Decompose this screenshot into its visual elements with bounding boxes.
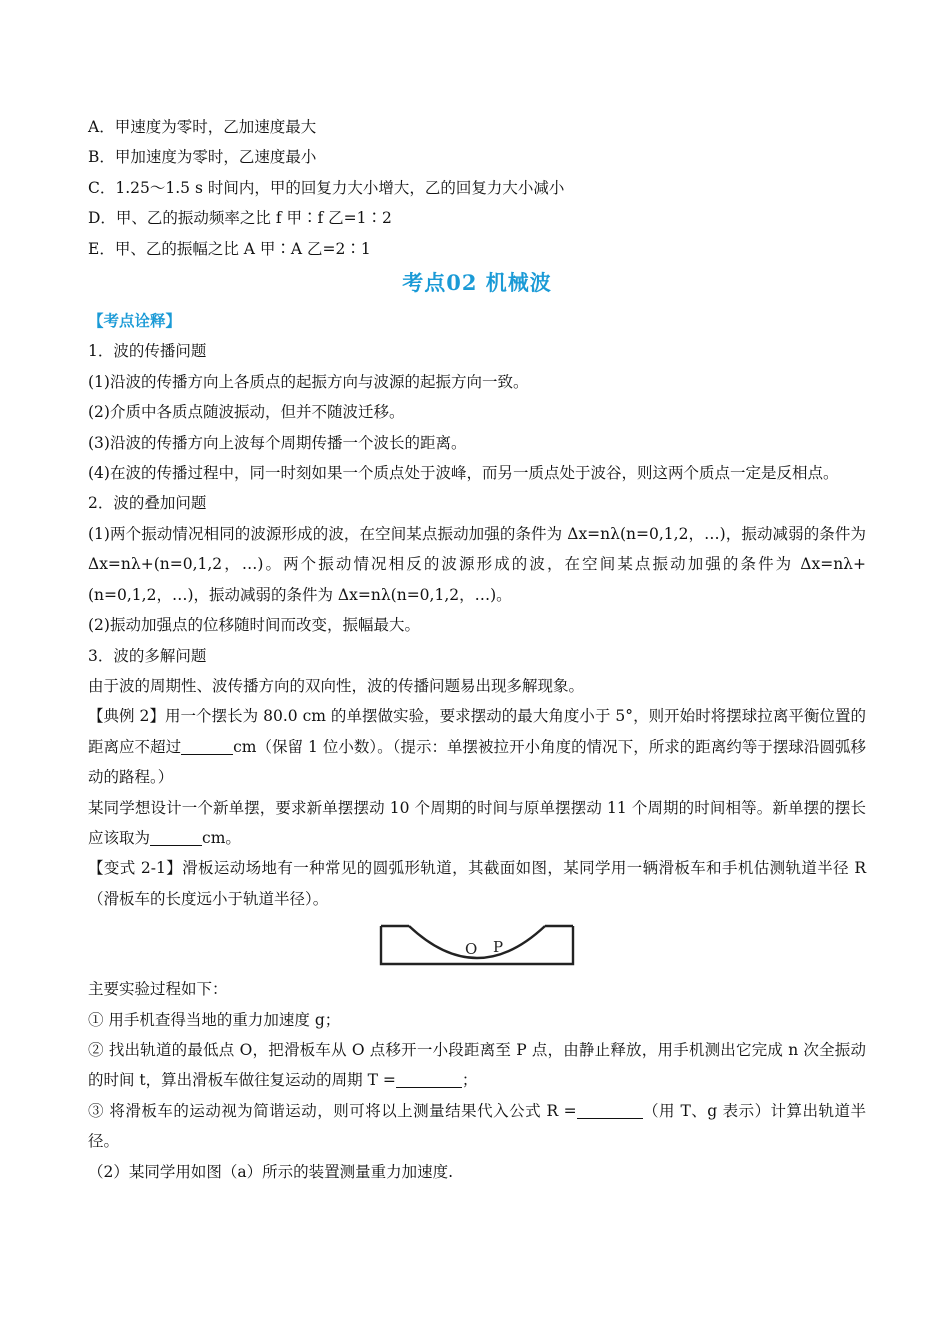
option-d: D．甲、乙的振动频率之比 f 甲∶f 乙=1∶2 bbox=[88, 209, 392, 228]
step-2-text: ② 找出轨道的最低点 O，把滑板车从 O 点移开一小段距离至 P 点，由静止释放，用手机测出它完成 n 次全振动的时间 t，算出滑板车做往复运动的周期 T = bbox=[88, 1040, 866, 1090]
example-2-text-c: 某同学想设计一个新单摆，要求新单摆摆动 10 个周期的时间与原单摆摆动 11 个周期的时间相等。新单摆的摆长应该取为 bbox=[88, 798, 866, 847]
option-c: C．1.25～1.5 s 时间内，甲的回复力大小增大，乙的回复力大小减小 bbox=[88, 178, 565, 197]
section-title: 考点02 机械波 bbox=[402, 270, 552, 296]
example-2-text-a: 用一个摆长为 80.0 cm 的单摆做实验，要求摆动的最大角度小于 5°，则开始时将摆球拉离平衡位置的距离应不超过 bbox=[88, 707, 866, 756]
label-p: P bbox=[493, 938, 504, 957]
step-1: ① 用手机查得当地的重力加速度 g； bbox=[88, 1010, 341, 1029]
p1-title: 1．波的传播问题 bbox=[88, 342, 207, 361]
example-2-tag: 【典例 2】 bbox=[88, 707, 165, 726]
p2-item-1: (1)两个振动情况相同的波源形成的波，在空间某点振动加强的条件为 Δx=nλ(n=0,1,2，…)，振动减弱的条件为 Δx=nλ+(n=0,1,2，…)。两个振动情况相反的波源形成的波，在空间某点振动加强的条件为 Δx=nλ+(n=0,1,2，…)，振动减弱的条件为 Δx=nλ(n=0,1,2，…)。 bbox=[88, 524, 866, 604]
option-e: E．甲、乙的振幅之比 A 甲∶A 乙=2∶1 bbox=[88, 239, 371, 258]
p2-title: 2．波的叠加问题 bbox=[88, 494, 207, 513]
answer-blank-4[interactable] bbox=[577, 1102, 643, 1119]
example-2-text-b: cm（保留 1 位小数）。（提示：单摆被拉开小角度的情况下，所求的距离约等于摆球沿圆弧移动的路程。） bbox=[88, 737, 866, 787]
track-cross-section-figure bbox=[88, 920, 866, 970]
example-2 bbox=[88, 701, 866, 792]
label-o: O bbox=[465, 940, 478, 959]
variant-2-1 bbox=[88, 853, 866, 914]
p1-item-1: (1)沿波的传播方向上各质点的起振方向与波源的起振方向一致。 bbox=[88, 372, 529, 391]
option-b: B．甲加速度为零时，乙速度最小 bbox=[88, 148, 317, 167]
p1-item-3: (3)沿波的传播方向上波每个周期传播一个波长的距离。 bbox=[88, 433, 467, 452]
p3-title: 3．波的多解问题 bbox=[88, 646, 207, 665]
step-2-end: ； bbox=[461, 1071, 478, 1090]
explain-tag: 【考点诠释】 bbox=[88, 311, 182, 331]
track-diagram bbox=[379, 920, 575, 968]
option-a: A．甲速度为零时，乙加速度最大 bbox=[88, 118, 317, 136]
p1-item-4: (4)在波的传播过程中，同一时刻如果一个质点处于波峰，而另一质点处于波谷，则这两个质点一定是反相点。 bbox=[88, 464, 839, 483]
variant-2-1-text: 滑板运动场地有一种常见的圆弧形轨道，其截面如图，某同学用一辆滑板车和手机估测轨道半径 R（滑板车的长度远小于轨道半径）。 bbox=[88, 859, 866, 908]
answer-blank-2[interactable] bbox=[150, 829, 202, 846]
document-page bbox=[88, 112, 866, 1187]
variant-2-1-tag: 【变式 2-1】 bbox=[88, 859, 183, 878]
p2-item-2: (2)振动加强点的位移随时间而改变，振幅最大。 bbox=[88, 616, 420, 635]
step-2 bbox=[88, 1035, 866, 1096]
answer-blank-1[interactable] bbox=[181, 738, 233, 755]
example-2-part-2 bbox=[88, 793, 866, 854]
step-3 bbox=[88, 1096, 866, 1157]
p1-item-2: (2)介质中各质点随波振动，但并不随波迁移。 bbox=[88, 403, 405, 422]
answer-blank-3[interactable] bbox=[396, 1071, 462, 1088]
example-2-text-d: cm。 bbox=[202, 828, 241, 847]
step-3-text: ③ 将滑板车的运动视为简谐运动，则可将以上测量结果代入公式 R = bbox=[88, 1101, 577, 1120]
part-2: （2）某同学用如图（a）所示的装置测量重力加速度. bbox=[88, 1162, 454, 1181]
step-3-end: （用 T、g 表示）计算出轨道半径。 bbox=[88, 1101, 866, 1151]
steps-intro: 主要实验过程如下： bbox=[88, 980, 228, 999]
p3-text: 由于波的周期性、波传播方向的双向性，波的传播问题易出现多解现象。 bbox=[88, 676, 585, 695]
